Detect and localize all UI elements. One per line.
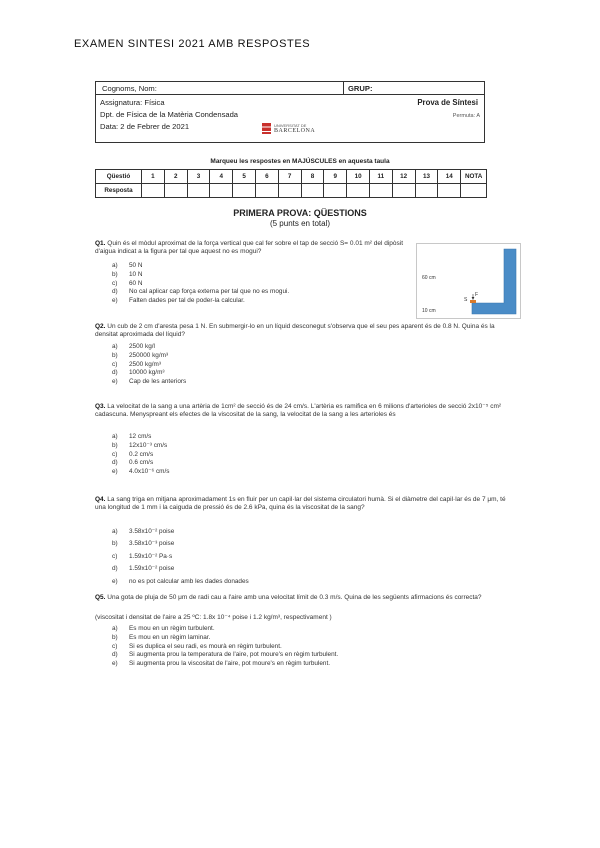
option-text: 4.0x10⁻⁶ cm/s [129,468,170,476]
option-text: 2500 kg/m³ [129,360,161,368]
option-text: 250000 kg/m³ [129,351,169,359]
answer-cell[interactable] [233,184,256,198]
section-subtitle: (5 punts en total) [269,219,331,228]
option-letter: e) [112,660,118,668]
option[interactable] [112,551,249,563]
option-text: 50 N [129,262,143,269]
option-letter: a) [112,625,118,632]
option-letter: a) [112,433,118,440]
option[interactable] [112,271,289,280]
answer-cell[interactable] [255,184,278,198]
option-text: 3.58x10⁻² poise [129,528,175,535]
option-text: 1.59x10⁻² Pa·s [129,552,173,560]
option-text: Cap de les anteriors [129,378,187,386]
question-3-options [112,433,169,477]
option[interactable] [112,442,169,451]
option[interactable] [112,576,249,588]
option-text: 2500 kg/l [129,343,155,350]
column-header: 8 [301,170,324,184]
option-text: Si augmenta prou la viscositat de l'aire, pot moure's en règim turbulent. [129,660,331,668]
column-header: 1 [142,170,165,184]
tank-diagram [416,243,521,319]
force-f-label: F [475,292,479,298]
column-header: 14 [438,170,461,184]
option-text: 60 N [129,279,143,287]
option-letter: d) [112,565,118,573]
option-text: No cal aplicar cap força externa per tal que no es mogui. [129,288,290,296]
option[interactable] [112,433,169,442]
option-text: 0.2 cm/s [129,450,154,458]
answer-cell[interactable] [347,184,370,198]
option-text: 10 N [129,270,143,278]
column-header: 7 [278,170,301,184]
option-text: 12 cm/s [129,433,152,440]
exam-header [95,81,485,143]
option-letter: c) [112,450,118,458]
answer-cell[interactable] [278,184,301,198]
option[interactable] [112,526,249,538]
subject-line: Assignatura: Física [100,98,165,107]
option[interactable] [112,643,338,652]
question-number: Q4. [95,496,106,503]
question-5-options [112,625,338,669]
divider [343,82,344,94]
option-text: Si es duplica el seu radi, es mourà en règim turbulent. [129,642,282,650]
option[interactable] [112,369,186,378]
answer-cell[interactable] [392,184,415,198]
question-2-options [112,343,186,387]
option-text: Falten dades per tal de poder-la calcular. [129,297,245,305]
option-text: 0.6 cm/s [129,459,154,467]
question-text: Quin és el mòdul aproximat de la força vertical que cal fer sobre el tap de secció S= 0.01 m² del dipòsit d'aigua indicat a la figura per tal que aquest no es mogui? [95,240,404,256]
exam-type: Prova de Síntesi [417,98,478,107]
date-line: Data: 2 de Febrer de 2021 [100,122,190,131]
answer-table [95,169,487,198]
question-1 [95,240,413,257]
question-number: Q5. [95,594,106,601]
option-text: 12x10⁻³ cm/s [129,441,168,449]
option-text: 10000 kg/m³ [129,369,165,377]
column-header: 10 [347,170,370,184]
exam-model: Permuta: A [452,113,480,119]
answer-cell[interactable] [164,184,187,198]
option-letter: a) [112,343,118,350]
option[interactable] [112,451,169,460]
option-letter: b) [112,441,118,449]
column-header: 13 [415,170,438,184]
question-number: Q2. [95,323,106,330]
option-letter: d) [112,288,118,296]
option-letter: b) [112,351,118,359]
option[interactable] [112,297,289,306]
option[interactable] [112,262,289,271]
option-text: no es pot calcular amb les dades donades [129,577,249,585]
option[interactable] [112,634,338,643]
column-header: 12 [392,170,415,184]
option[interactable] [112,352,186,361]
question-4 [95,496,515,513]
option-text: 3.58x10⁻³ poise [129,540,175,548]
question-text: La sang triga en mitjana aproximadament 1s en fluir per un capil·lar del sistema circulatori humà. Si el diàmetre del capil·lar és de 7 μm, té una longitud de 1 mm i la caiguda de pressió és de 2.6 kPa, quina és la viscositat de la sang? [95,496,506,512]
shield-icon [262,123,271,134]
question-text: Un cub de 2 cm d'aresta pesa 1 N. En submergir-lo en un líquid desconegut s'observa que el seu pes aparent és de 0.8 N. Quina és la densitat aproximada del líquid? [95,323,495,339]
option-text: Si augmenta prou la temperatura de l'aire, pot moure's en règim turbulent. [129,651,339,659]
option-letter: e) [112,468,118,476]
answer-row-label: Resposta [96,184,142,198]
option[interactable] [112,538,249,550]
answer-row [96,184,487,198]
question-text: La velocitat de la sang a una artèria de 1cm² de secció és de 24 cm/s. L'artèria es ramifica en 6 milions d'arterioles de secció 2x10⁻⁵ cm² cadascuna. Menyspreant els efectes de la viscositat de la sang, la velocitat de la sang a les arterioles és [95,403,502,419]
option-letter: e) [112,577,118,585]
answer-cell[interactable] [301,184,324,198]
option-text: Es mou en un règim laminar. [129,633,211,641]
option[interactable] [112,288,289,297]
column-header: 2 [164,170,187,184]
option-letter: b) [112,633,118,641]
answer-table-caption: Marqueu les respostes en MAJÚSCULES en aquesta taula [210,158,390,165]
option[interactable] [112,468,169,477]
option-letter: a) [112,528,118,535]
question-3 [95,403,515,420]
column-header: 11 [369,170,392,184]
document-title: EXAMEN SINTESI 2021 AMB RESPOSTES [74,38,311,50]
option-letter: b) [112,540,118,548]
option[interactable] [112,625,338,634]
answer-cell[interactable] [142,184,165,198]
option-letter: a) [112,262,118,269]
option-letter: d) [112,369,118,377]
option[interactable] [112,563,249,575]
question-2 [95,323,515,340]
option[interactable] [112,361,186,370]
option-letter: d) [112,459,118,467]
column-header: 3 [187,170,210,184]
option-letter: c) [112,552,118,560]
question-number: Q1. [95,240,106,247]
answer-cell[interactable] [438,184,461,198]
column-header-nota: NOTA [461,170,487,184]
option-letter: e) [112,297,118,305]
section-title: PRIMERA PROVA: QÜESTIONS [233,208,367,218]
question-text: Una gota de pluja de 50 μm de radi cau a l'aire amb una velocitat límit de 0.3 m/s. Quina de les següents afirmacions és correcta? [107,594,482,601]
nota-cell[interactable] [461,184,487,198]
column-header: 6 [255,170,278,184]
option[interactable] [112,651,338,660]
question-row-label: Qüestió [96,170,142,184]
option-text: Es mou en un règim turbulent. [129,625,215,632]
height-label: 60 cm [422,275,436,281]
header-top-row [96,82,484,95]
question-5-note: (viscositat i densitat de l'aire a 25 ºC: 1.8x 10⁻⁴ poise i 1.2 kg/m³, respectivament ) [95,614,332,621]
bottom-label: 10 cm [422,308,436,314]
question-5 [95,594,515,602]
option-letter: c) [112,642,118,650]
option-letter: b) [112,270,118,278]
option[interactable] [112,280,289,289]
plug [470,300,476,303]
option-letter: d) [112,651,118,659]
option-letter: c) [112,360,118,368]
question-number: Q3. [95,403,106,410]
option[interactable] [112,378,186,387]
logo-line-2: BARCELONA [274,128,316,134]
option-letter: e) [112,378,118,386]
option[interactable] [112,343,186,352]
option[interactable] [112,660,338,669]
answer-cell[interactable] [369,184,392,198]
name-field-label: Cognoms, Nom: [102,84,157,93]
column-header: 9 [324,170,347,184]
logo-line-1: UNIVERSITAT DE [274,123,307,128]
question-1-options [112,262,289,306]
department-line: Dpt. de Física de la Matèria Condensada [100,110,239,119]
question-4-options [112,526,249,588]
option[interactable] [112,459,169,468]
option-letter: c) [112,279,118,287]
column-header: 5 [233,170,256,184]
grup-field-label: GRUP: [348,84,373,93]
answer-cell[interactable] [187,184,210,198]
column-header: 4 [210,170,233,184]
answer-cell[interactable] [324,184,347,198]
answer-cell[interactable] [210,184,233,198]
question-row [96,170,487,184]
section-s-label: S [464,297,468,303]
option-text: 1.59x10⁻² poise [129,565,175,573]
answer-cell[interactable] [415,184,438,198]
